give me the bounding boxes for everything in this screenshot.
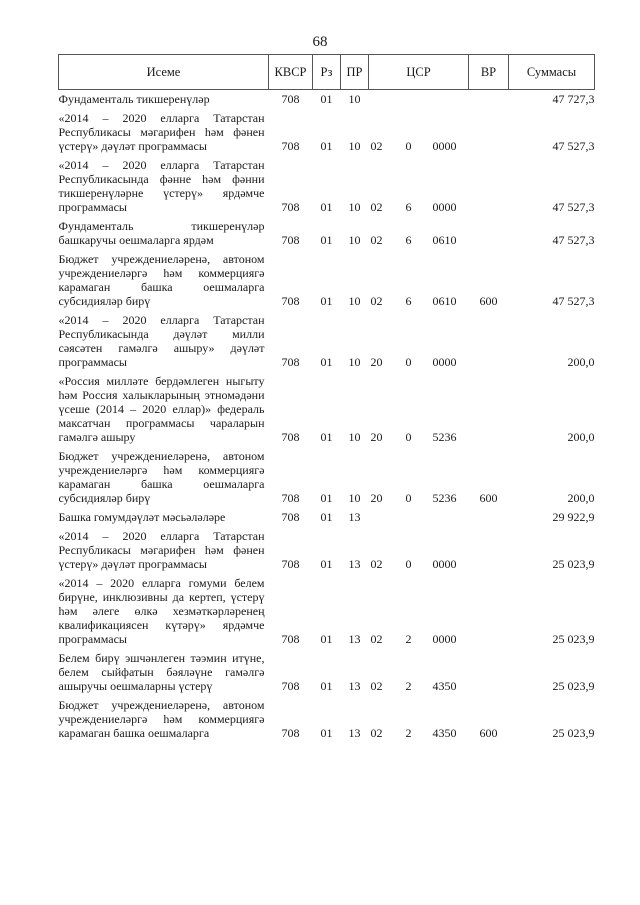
csr-subprogram: 2 xyxy=(405,632,412,646)
row-csr xyxy=(369,311,469,372)
row-rz: 01 xyxy=(320,294,333,308)
row-pr: 13 xyxy=(348,679,361,693)
row-name: Бюджет учреждениеләренә, автоном учреждениеләргә һәм коммерциягә карамаган башка оешмаларга субсидияләр бирү xyxy=(58,449,265,505)
row-rz: 01 xyxy=(320,430,333,444)
row-vr xyxy=(469,217,509,250)
row-pr: 10 xyxy=(348,233,361,247)
row-rz: 01 xyxy=(320,233,333,247)
row-sum: 25 023,9 xyxy=(552,726,595,740)
row-kvsr: 708 xyxy=(281,679,300,693)
table-row xyxy=(59,250,595,311)
row-pr: 13 xyxy=(348,557,361,571)
row-sum: 200,0 xyxy=(567,491,595,505)
row-rz: 01 xyxy=(320,557,333,571)
header-csr: ЦСР xyxy=(369,55,469,90)
csr-subprogram: 6 xyxy=(405,294,412,308)
csr-direction: 0610 xyxy=(432,294,457,308)
row-csr xyxy=(369,90,469,110)
csr-program: 02 xyxy=(370,726,383,740)
row-vr: 600 xyxy=(479,491,498,505)
csr-code xyxy=(369,679,469,693)
row-name: Бюджет учреждениеләренә, автоном учреждениеләргә һәм коммерциягә карамаган башка оешмаларга субсидияләр бирү xyxy=(58,252,265,308)
row-kvsr: 708 xyxy=(281,632,300,646)
header-kvsr: КВСР xyxy=(269,55,313,90)
row-csr xyxy=(369,649,469,696)
row-sum: 47 527,3 xyxy=(552,294,595,308)
row-pr: 10 xyxy=(348,294,361,308)
csr-direction: 4350 xyxy=(432,726,457,740)
csr-program: 02 xyxy=(370,632,383,646)
row-csr xyxy=(369,574,469,649)
row-name: «2014 – 2020 елларга Татарстан Республикасында фәнне һәм фәнни тикшеренүләрне үстерү» ярдәмче программасы xyxy=(58,158,265,214)
row-csr xyxy=(369,696,469,743)
row-name: «2014 – 2020 елларга Татарстан Республикасы мәгарифен һәм фәнен үстерү» дәүләт программасы xyxy=(58,529,265,571)
row-vr xyxy=(469,156,509,217)
table-row xyxy=(59,508,595,527)
row-pr: 10 xyxy=(348,355,361,369)
header-rz: Рз xyxy=(313,55,341,90)
header-pr: ПР xyxy=(341,55,369,90)
csr-subprogram: 6 xyxy=(405,200,412,214)
row-sum: 47 527,3 xyxy=(552,200,595,214)
csr-code xyxy=(369,430,469,444)
csr-direction: 0000 xyxy=(432,355,457,369)
csr-subprogram: 0 xyxy=(405,139,412,153)
csr-subprogram: 6 xyxy=(405,233,412,247)
csr-program: 20 xyxy=(370,491,383,505)
row-kvsr: 708 xyxy=(281,200,300,214)
table-row xyxy=(59,574,595,649)
row-csr xyxy=(369,217,469,250)
row-vr xyxy=(469,508,509,527)
csr-code xyxy=(369,200,469,214)
csr-subprogram: 0 xyxy=(405,557,412,571)
row-kvsr: 708 xyxy=(281,139,300,153)
csr-code xyxy=(369,632,469,646)
row-pr: 13 xyxy=(348,632,361,646)
row-pr: 10 xyxy=(348,92,361,106)
row-sum: 200,0 xyxy=(567,355,595,369)
row-csr xyxy=(369,156,469,217)
row-rz: 01 xyxy=(320,491,333,505)
row-rz: 01 xyxy=(320,726,333,740)
csr-direction: 0000 xyxy=(432,557,457,571)
row-csr xyxy=(369,447,469,508)
row-kvsr: 708 xyxy=(281,233,300,247)
row-sum: 25 023,9 xyxy=(552,679,595,693)
row-name: «2014 – 2020 елларга Татарстан Республикасында дәүләт милли сәясәтен гамәлгә ашыру» дәүләт программасы xyxy=(58,313,265,369)
table-row xyxy=(59,372,595,447)
row-sum: 47 527,3 xyxy=(552,139,595,153)
row-pr: 13 xyxy=(348,510,361,524)
table-row xyxy=(59,109,595,156)
row-kvsr: 708 xyxy=(281,92,300,106)
row-kvsr: 708 xyxy=(281,510,300,524)
csr-program: 02 xyxy=(370,139,383,153)
row-csr xyxy=(369,372,469,447)
row-vr: 600 xyxy=(479,294,498,308)
csr-direction: 0000 xyxy=(432,632,457,646)
row-vr xyxy=(469,311,509,372)
row-pr: 10 xyxy=(348,491,361,505)
row-name: Бюджет учреждениеләренә, автоном учреждениеләргә һәм коммерциягә карамаган башка оешмаларга xyxy=(58,698,265,740)
table-header-row xyxy=(59,55,595,90)
csr-code xyxy=(369,139,469,153)
csr-subprogram: 0 xyxy=(405,430,412,444)
header-sum: Суммасы xyxy=(509,55,595,90)
row-rz: 01 xyxy=(320,355,333,369)
header-name: Исеме xyxy=(59,55,269,90)
csr-code xyxy=(369,726,469,740)
csr-direction: 5236 xyxy=(432,491,457,505)
table-row xyxy=(59,447,595,508)
csr-program: 20 xyxy=(370,355,383,369)
csr-code xyxy=(369,294,469,308)
csr-direction: 5236 xyxy=(432,430,457,444)
row-csr xyxy=(369,508,469,527)
csr-program: 20 xyxy=(370,430,383,444)
row-rz: 01 xyxy=(320,510,333,524)
csr-program: 02 xyxy=(370,233,383,247)
csr-program: 02 xyxy=(370,679,383,693)
row-sum: 47 527,3 xyxy=(552,233,595,247)
row-rz: 01 xyxy=(320,139,333,153)
csr-code xyxy=(369,491,469,505)
row-pr: 10 xyxy=(348,430,361,444)
row-vr: 600 xyxy=(479,726,498,740)
row-sum: 25 023,9 xyxy=(552,632,595,646)
table-row xyxy=(59,649,595,696)
csr-code xyxy=(369,355,469,369)
csr-subprogram: 2 xyxy=(405,679,412,693)
budget-table xyxy=(58,54,595,743)
row-name: Белем бирү эшчәнлеген тәэмин итүне, белем сыйфатын бәяләүне гамәлгә ашыручы оешмаларны үстерү xyxy=(58,651,265,693)
row-pr: 10 xyxy=(348,139,361,153)
csr-subprogram: 0 xyxy=(405,355,412,369)
table-row xyxy=(59,90,595,110)
page-number: 68 xyxy=(312,34,328,50)
row-name: «2014 – 2020 елларга Татарстан Республикасы мәгарифен һәм фәнен үстерү» дәүләт программасы xyxy=(58,111,265,153)
csr-subprogram: 2 xyxy=(405,726,412,740)
row-vr xyxy=(469,90,509,110)
row-sum: 25 023,9 xyxy=(552,557,595,571)
table-row xyxy=(59,696,595,743)
csr-program: 02 xyxy=(370,200,383,214)
csr-direction: 4350 xyxy=(432,679,457,693)
row-rz: 01 xyxy=(320,92,333,106)
row-vr xyxy=(469,649,509,696)
row-vr xyxy=(469,574,509,649)
row-rz: 01 xyxy=(320,679,333,693)
table-row xyxy=(59,527,595,574)
row-csr xyxy=(369,527,469,574)
row-pr: 10 xyxy=(348,200,361,214)
csr-code xyxy=(369,557,469,571)
csr-program: 02 xyxy=(370,557,383,571)
row-vr xyxy=(469,109,509,156)
row-name: Фундаменталь тикшеренүләр xyxy=(58,92,210,106)
row-sum: 29 922,9 xyxy=(552,510,595,524)
row-rz: 01 xyxy=(320,200,333,214)
row-vr xyxy=(469,527,509,574)
csr-direction: 0000 xyxy=(432,200,457,214)
csr-program: 02 xyxy=(370,294,383,308)
row-kvsr: 708 xyxy=(281,726,300,740)
row-csr xyxy=(369,109,469,156)
row-kvsr: 708 xyxy=(281,430,300,444)
csr-code xyxy=(369,233,469,247)
row-name: Башка гомумдәүләт мәсьәләләре xyxy=(58,510,226,524)
row-sum: 47 727,3 xyxy=(552,92,595,106)
row-kvsr: 708 xyxy=(281,491,300,505)
row-sum: 200,0 xyxy=(567,430,595,444)
csr-direction: 0610 xyxy=(432,233,457,247)
row-pr: 13 xyxy=(348,726,361,740)
row-rz: 01 xyxy=(320,632,333,646)
header-vr: ВР xyxy=(469,55,509,90)
row-kvsr: 708 xyxy=(281,355,300,369)
csr-subprogram: 0 xyxy=(405,491,412,505)
row-vr xyxy=(469,372,509,447)
row-name: «Россия милләте бердәмлеген ныгыту һәм Россия халыкларының этномәдәни үсеше (2014 – 2020 еллар)» федераль максатчан программасы чараларын гамәлгә ашыру xyxy=(58,374,265,444)
row-name: Фундаменталь тикшеренүләр башкаручы оешмаларга ярдәм xyxy=(58,219,265,247)
row-kvsr: 708 xyxy=(281,294,300,308)
csr-direction: 0000 xyxy=(432,139,457,153)
row-csr xyxy=(369,250,469,311)
row-name: «2014 – 2020 елларга гомуми белем бирүне, инклюзивны да кертеп, үстерү һәм әлеге өлкә хезмәткәрләренең квалификациясен күтәрү» ярдәмче программасы xyxy=(58,576,265,646)
table-row xyxy=(59,156,595,217)
table-row xyxy=(59,217,595,250)
table-row xyxy=(59,311,595,372)
row-kvsr: 708 xyxy=(281,557,300,571)
